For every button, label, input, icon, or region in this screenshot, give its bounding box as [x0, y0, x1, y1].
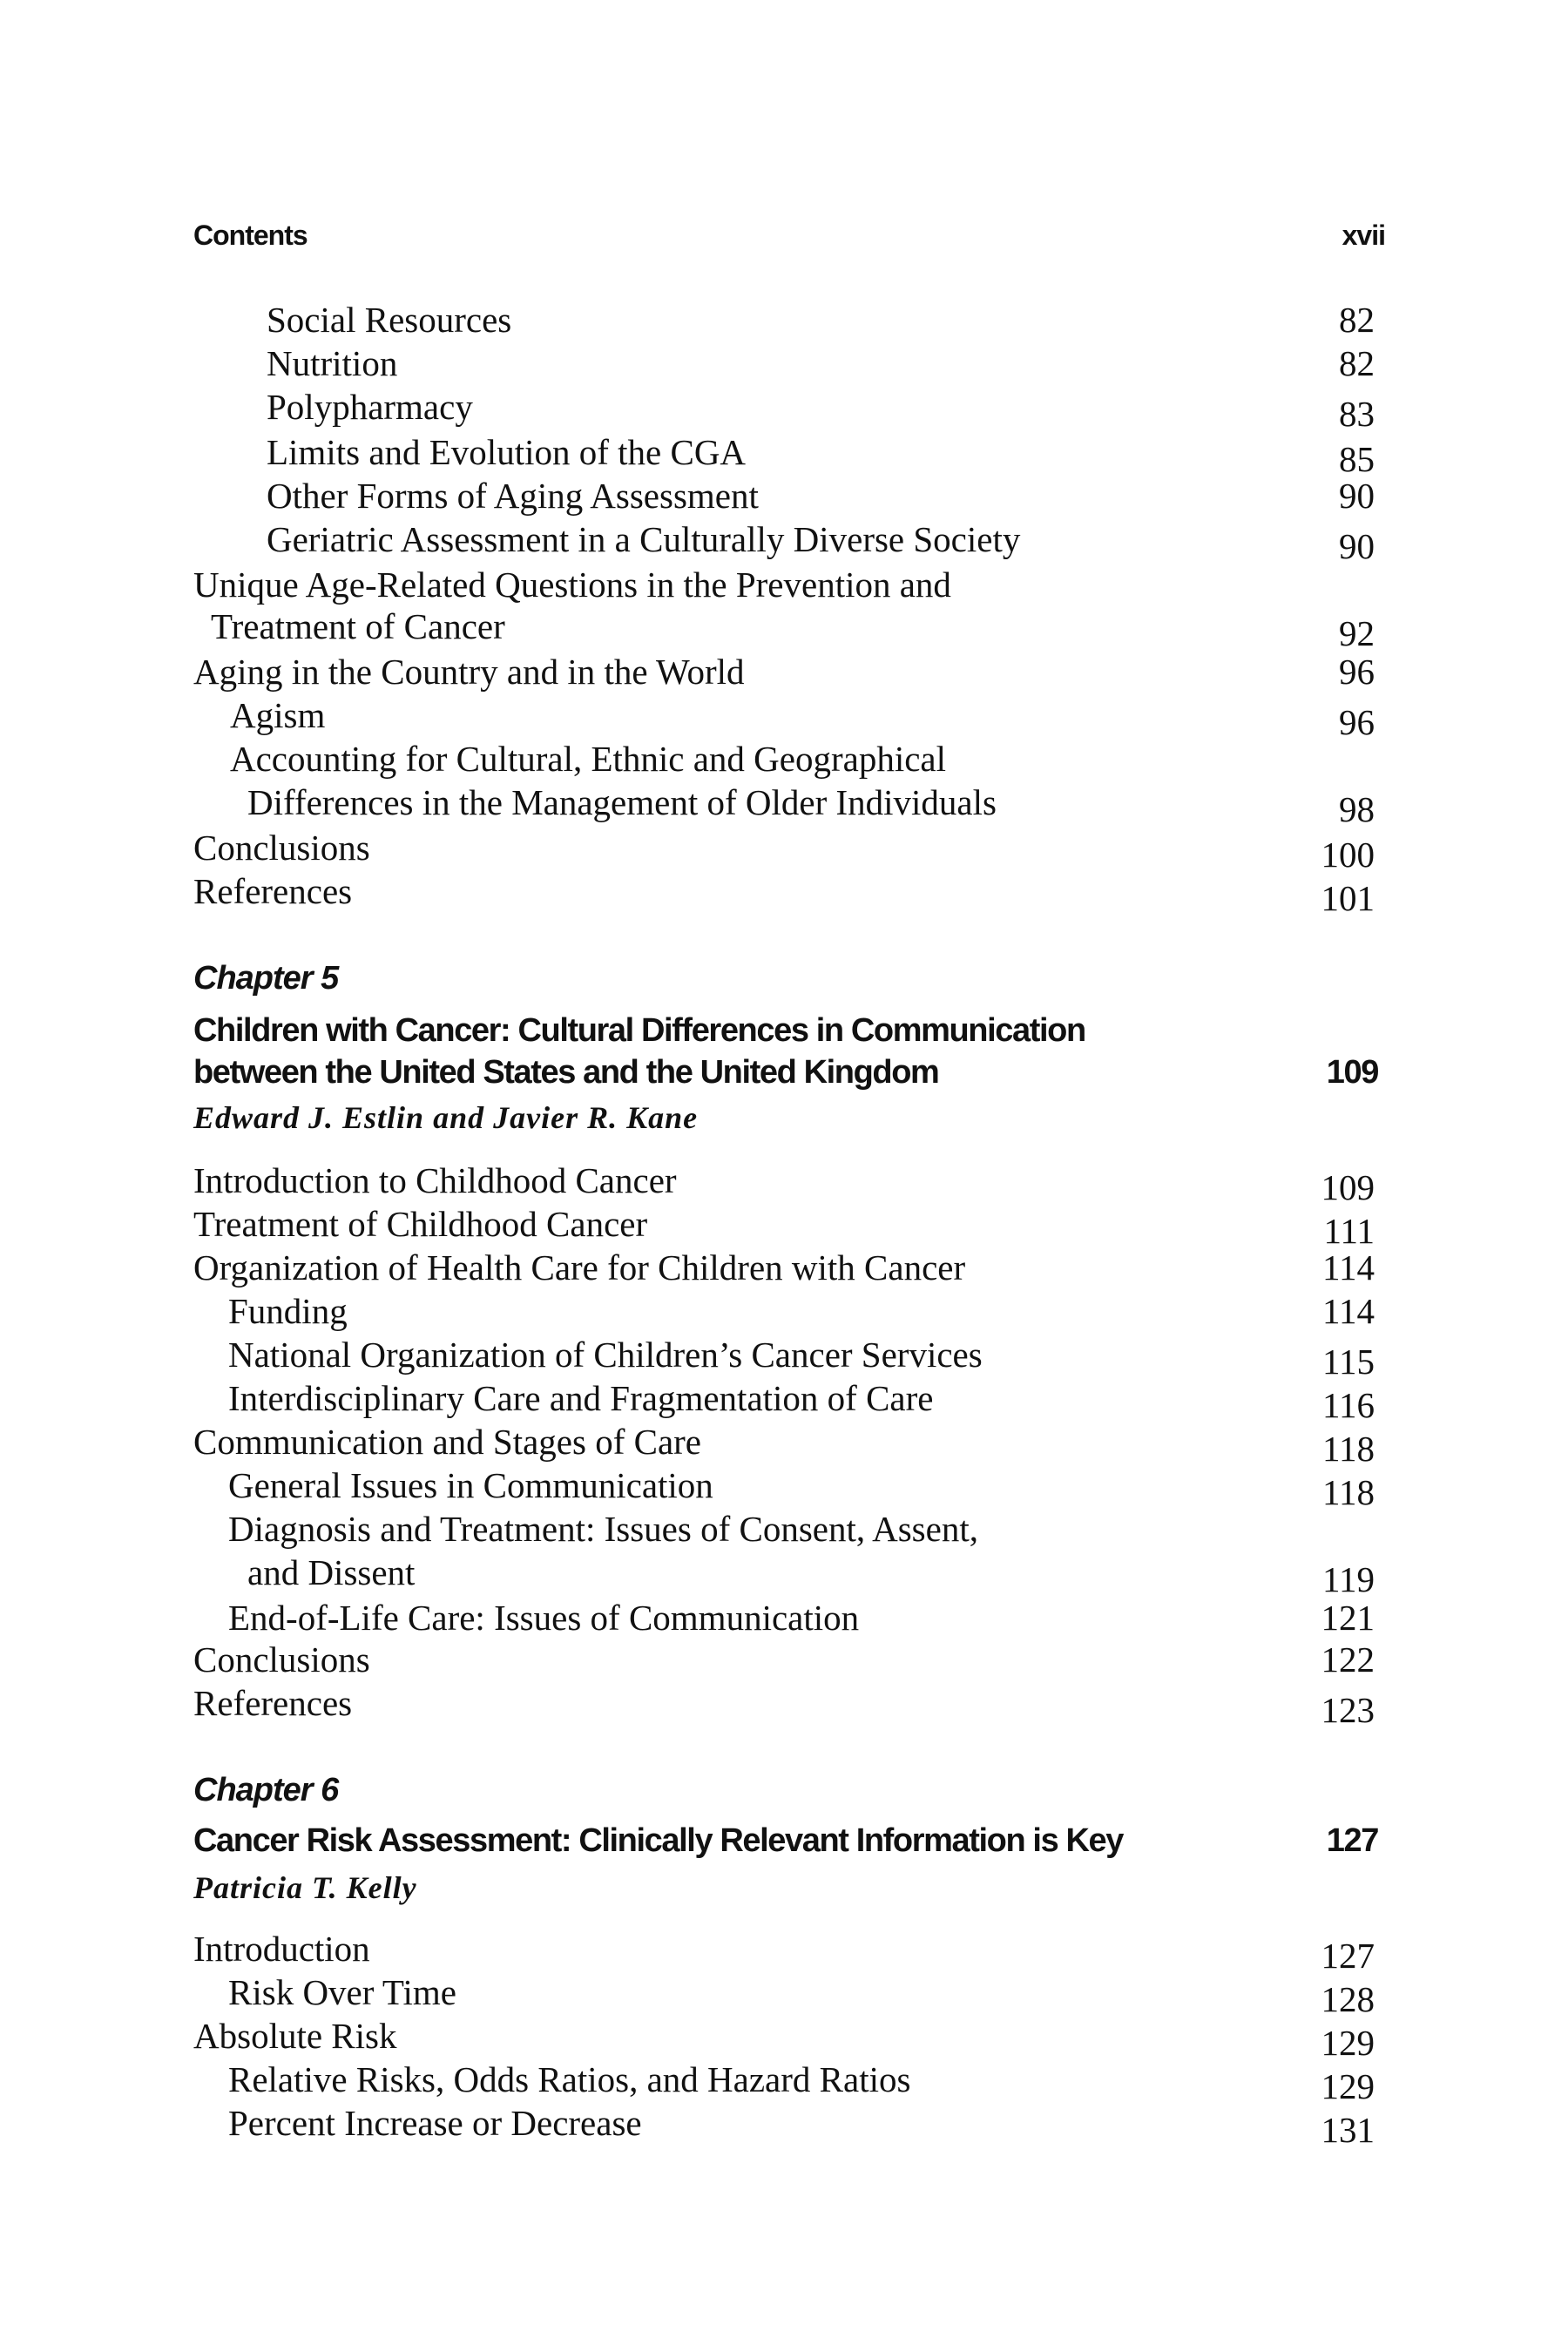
toc-entry-label: Aging in the Country and in the World: [193, 652, 745, 692]
toc-entry-page: 131: [1321, 2110, 1375, 2150]
toc-entry[interactable]: [193, 1970, 1385, 2019]
toc-entry-label: Geriatric Assessment in a Culturally Diverse Society: [267, 519, 1021, 559]
toc-entry-page: 118: [1322, 1472, 1375, 1512]
toc-entry-label: Limits and Evolution of the CGA: [267, 432, 747, 472]
chapter-6-title-text: Cancer Risk Assessment: Clinically Relevant Information is Key: [193, 1822, 1123, 1859]
running-header-title: Contents: [193, 220, 308, 251]
chapter-5-title-text: between the United States and the United Kingdom: [193, 1054, 939, 1091]
toc-entry-label: Conclusions: [193, 828, 370, 868]
toc-entry[interactable]: [193, 737, 1385, 781]
toc-entry[interactable]: [193, 1246, 1385, 1289]
toc-entry-page: 82: [1339, 343, 1375, 383]
toc-entry-label: Relative Risks, Odds Ratios, and Hazard Ratios: [228, 2059, 911, 2099]
toc-entry-page: 85: [1339, 439, 1375, 479]
toc-entry[interactable]: [193, 563, 1385, 606]
chapter-5-number: Chapter 5: [193, 960, 339, 997]
toc-entry[interactable]: [193, 1420, 1385, 1469]
toc-entry-page: 121: [1321, 1598, 1375, 1638]
running-header-page-number: xvii: [1342, 220, 1385, 251]
toc-entry-label: Nutrition: [267, 343, 398, 383]
chapter-5-title-line-1[interactable]: [193, 1009, 1385, 1052]
toc-entry-label: Treatment of Childhood Cancer: [193, 1204, 648, 1244]
chapter-5-title-text: Children with Cancer: Cultural Differences in Communication: [193, 1012, 1085, 1049]
toc-entry[interactable]: [193, 869, 1385, 918]
chapter-5-authors: Edward J. Estlin and Javier R. Kane: [193, 1100, 699, 1135]
toc-entry[interactable]: [193, 1376, 1385, 1425]
toc-entry-label: Communication and Stages of Care: [193, 1422, 701, 1462]
toc-entry[interactable]: [193, 2014, 1385, 2063]
toc-entry-page: 123: [1321, 1690, 1375, 1730]
toc-entry-label: and Dissent: [247, 1552, 416, 1592]
toc-entry-label: Risk Over Time: [228, 1972, 456, 2012]
toc-entry[interactable]: [193, 1927, 1385, 1976]
chapter-5-page: 109: [1326, 1054, 1378, 1091]
toc-entry-page: 129: [1321, 2066, 1375, 2106]
toc-entry[interactable]: [193, 1551, 1385, 1599]
toc-entry-label: Treatment of Cancer: [211, 606, 505, 646]
toc-entry-page: 115: [1322, 1342, 1375, 1382]
toc-entry-label: General Issues in Communication: [228, 1465, 713, 1505]
toc-entry-label: Polypharmacy: [267, 387, 473, 427]
chapter-6-page: 127: [1326, 1822, 1378, 1859]
toc-entry-page: 118: [1322, 1429, 1375, 1469]
toc-entry[interactable]: [193, 1681, 1385, 1730]
toc-entry-page: 100: [1321, 835, 1375, 875]
toc-entry-label: National Organization of Children’s Cancer Services: [228, 1335, 983, 1375]
toc-entry[interactable]: [193, 1202, 1385, 1251]
toc-entry[interactable]: [193, 1159, 1385, 1207]
toc-entry-label: End-of-Life Care: Issues of Communication: [228, 1598, 860, 1638]
toc-entry-label: References: [193, 871, 353, 911]
chapter-6-title[interactable]: [193, 1819, 1385, 1862]
toc-entry-page: 90: [1339, 476, 1375, 516]
toc-entry-label: Interdisciplinary Care and Fragmentation of Care: [228, 1378, 934, 1418]
toc-entry-label: Differences in the Management of Older Individuals: [247, 782, 997, 822]
toc-entry-page: 129: [1321, 2023, 1375, 2063]
toc-entry[interactable]: [193, 1463, 1385, 1512]
toc-entry[interactable]: [193, 1333, 1385, 1382]
toc-entry[interactable]: [193, 1638, 1385, 1681]
toc-entry-page: 111: [1323, 1211, 1375, 1251]
toc-entry-label: Percent Increase or Decrease: [228, 2103, 642, 2143]
toc-entry-label: Introduction: [193, 1929, 370, 1969]
toc-entry-page: 114: [1322, 1291, 1375, 1331]
toc-entry[interactable]: [193, 430, 1385, 479]
toc-entry-label: Accounting for Cultural, Ethnic and Geographical: [230, 739, 947, 779]
toc-entry-page: 101: [1321, 878, 1375, 918]
toc-entry-page: 128: [1321, 1979, 1375, 2019]
toc-entry[interactable]: [193, 605, 1385, 653]
toc-entry-label: Introduction to Childhood Cancer: [193, 1160, 677, 1200]
toc-entry-label: Conclusions: [193, 1639, 370, 1680]
toc-entry[interactable]: [193, 517, 1385, 566]
toc-entry-page: 92: [1339, 613, 1375, 653]
toc-entry-label: Unique Age-Related Questions in the Prevention and: [193, 564, 951, 605]
toc-entry-label: Organization of Health Care for Children with Cancer: [193, 1247, 966, 1288]
toc-entry[interactable]: [193, 650, 1385, 693]
toc-entry-page: 127: [1321, 1936, 1375, 1976]
toc-entry[interactable]: [193, 298, 1385, 341]
toc-entry[interactable]: [193, 341, 1385, 385]
toc-entry[interactable]: [193, 2101, 1385, 2150]
toc-entry[interactable]: [193, 1507, 1385, 1551]
toc-entry[interactable]: [193, 1289, 1385, 1333]
toc-entry-label: Social Resources: [267, 300, 512, 340]
toc-entry-label: Funding: [228, 1291, 348, 1331]
toc-entry[interactable]: [193, 693, 1385, 742]
toc-entry-label: Agism: [230, 695, 326, 735]
toc-entry-page: 116: [1322, 1385, 1375, 1425]
toc-entry[interactable]: [193, 826, 1385, 875]
toc-entry-page: 119: [1322, 1559, 1375, 1599]
toc-entry-page: 109: [1321, 1167, 1375, 1207]
chapter-6-number: Chapter 6: [193, 1772, 339, 1808]
toc-entry[interactable]: [193, 474, 1385, 517]
toc-entry-page: 122: [1321, 1639, 1375, 1680]
chapter-6-authors: Patricia T. Kelly: [193, 1870, 417, 1905]
running-header: [193, 220, 1385, 254]
toc-entry[interactable]: [193, 385, 1385, 434]
toc-entry-page: 82: [1339, 300, 1375, 340]
toc-entry[interactable]: [193, 2058, 1385, 2106]
toc-entry-label: References: [193, 1683, 353, 1723]
toc-entry-page: 90: [1339, 526, 1375, 566]
toc-entry[interactable]: [193, 1596, 1385, 1639]
toc-entry[interactable]: [193, 781, 1385, 829]
toc-entry-label: Diagnosis and Treatment: Issues of Consent, Assent,: [228, 1509, 978, 1549]
toc-entry-page: 83: [1339, 394, 1375, 434]
toc-entry-page: 98: [1339, 789, 1375, 829]
toc-entry-page: 96: [1339, 652, 1375, 692]
toc-entry-page: 114: [1322, 1247, 1375, 1288]
toc-entry-label: Absolute Risk: [193, 2016, 397, 2056]
toc-entry-label: Other Forms of Aging Assessment: [267, 476, 759, 516]
chapter-5-title-line-2[interactable]: [193, 1051, 1385, 1094]
toc-entry-page: 96: [1339, 702, 1375, 742]
